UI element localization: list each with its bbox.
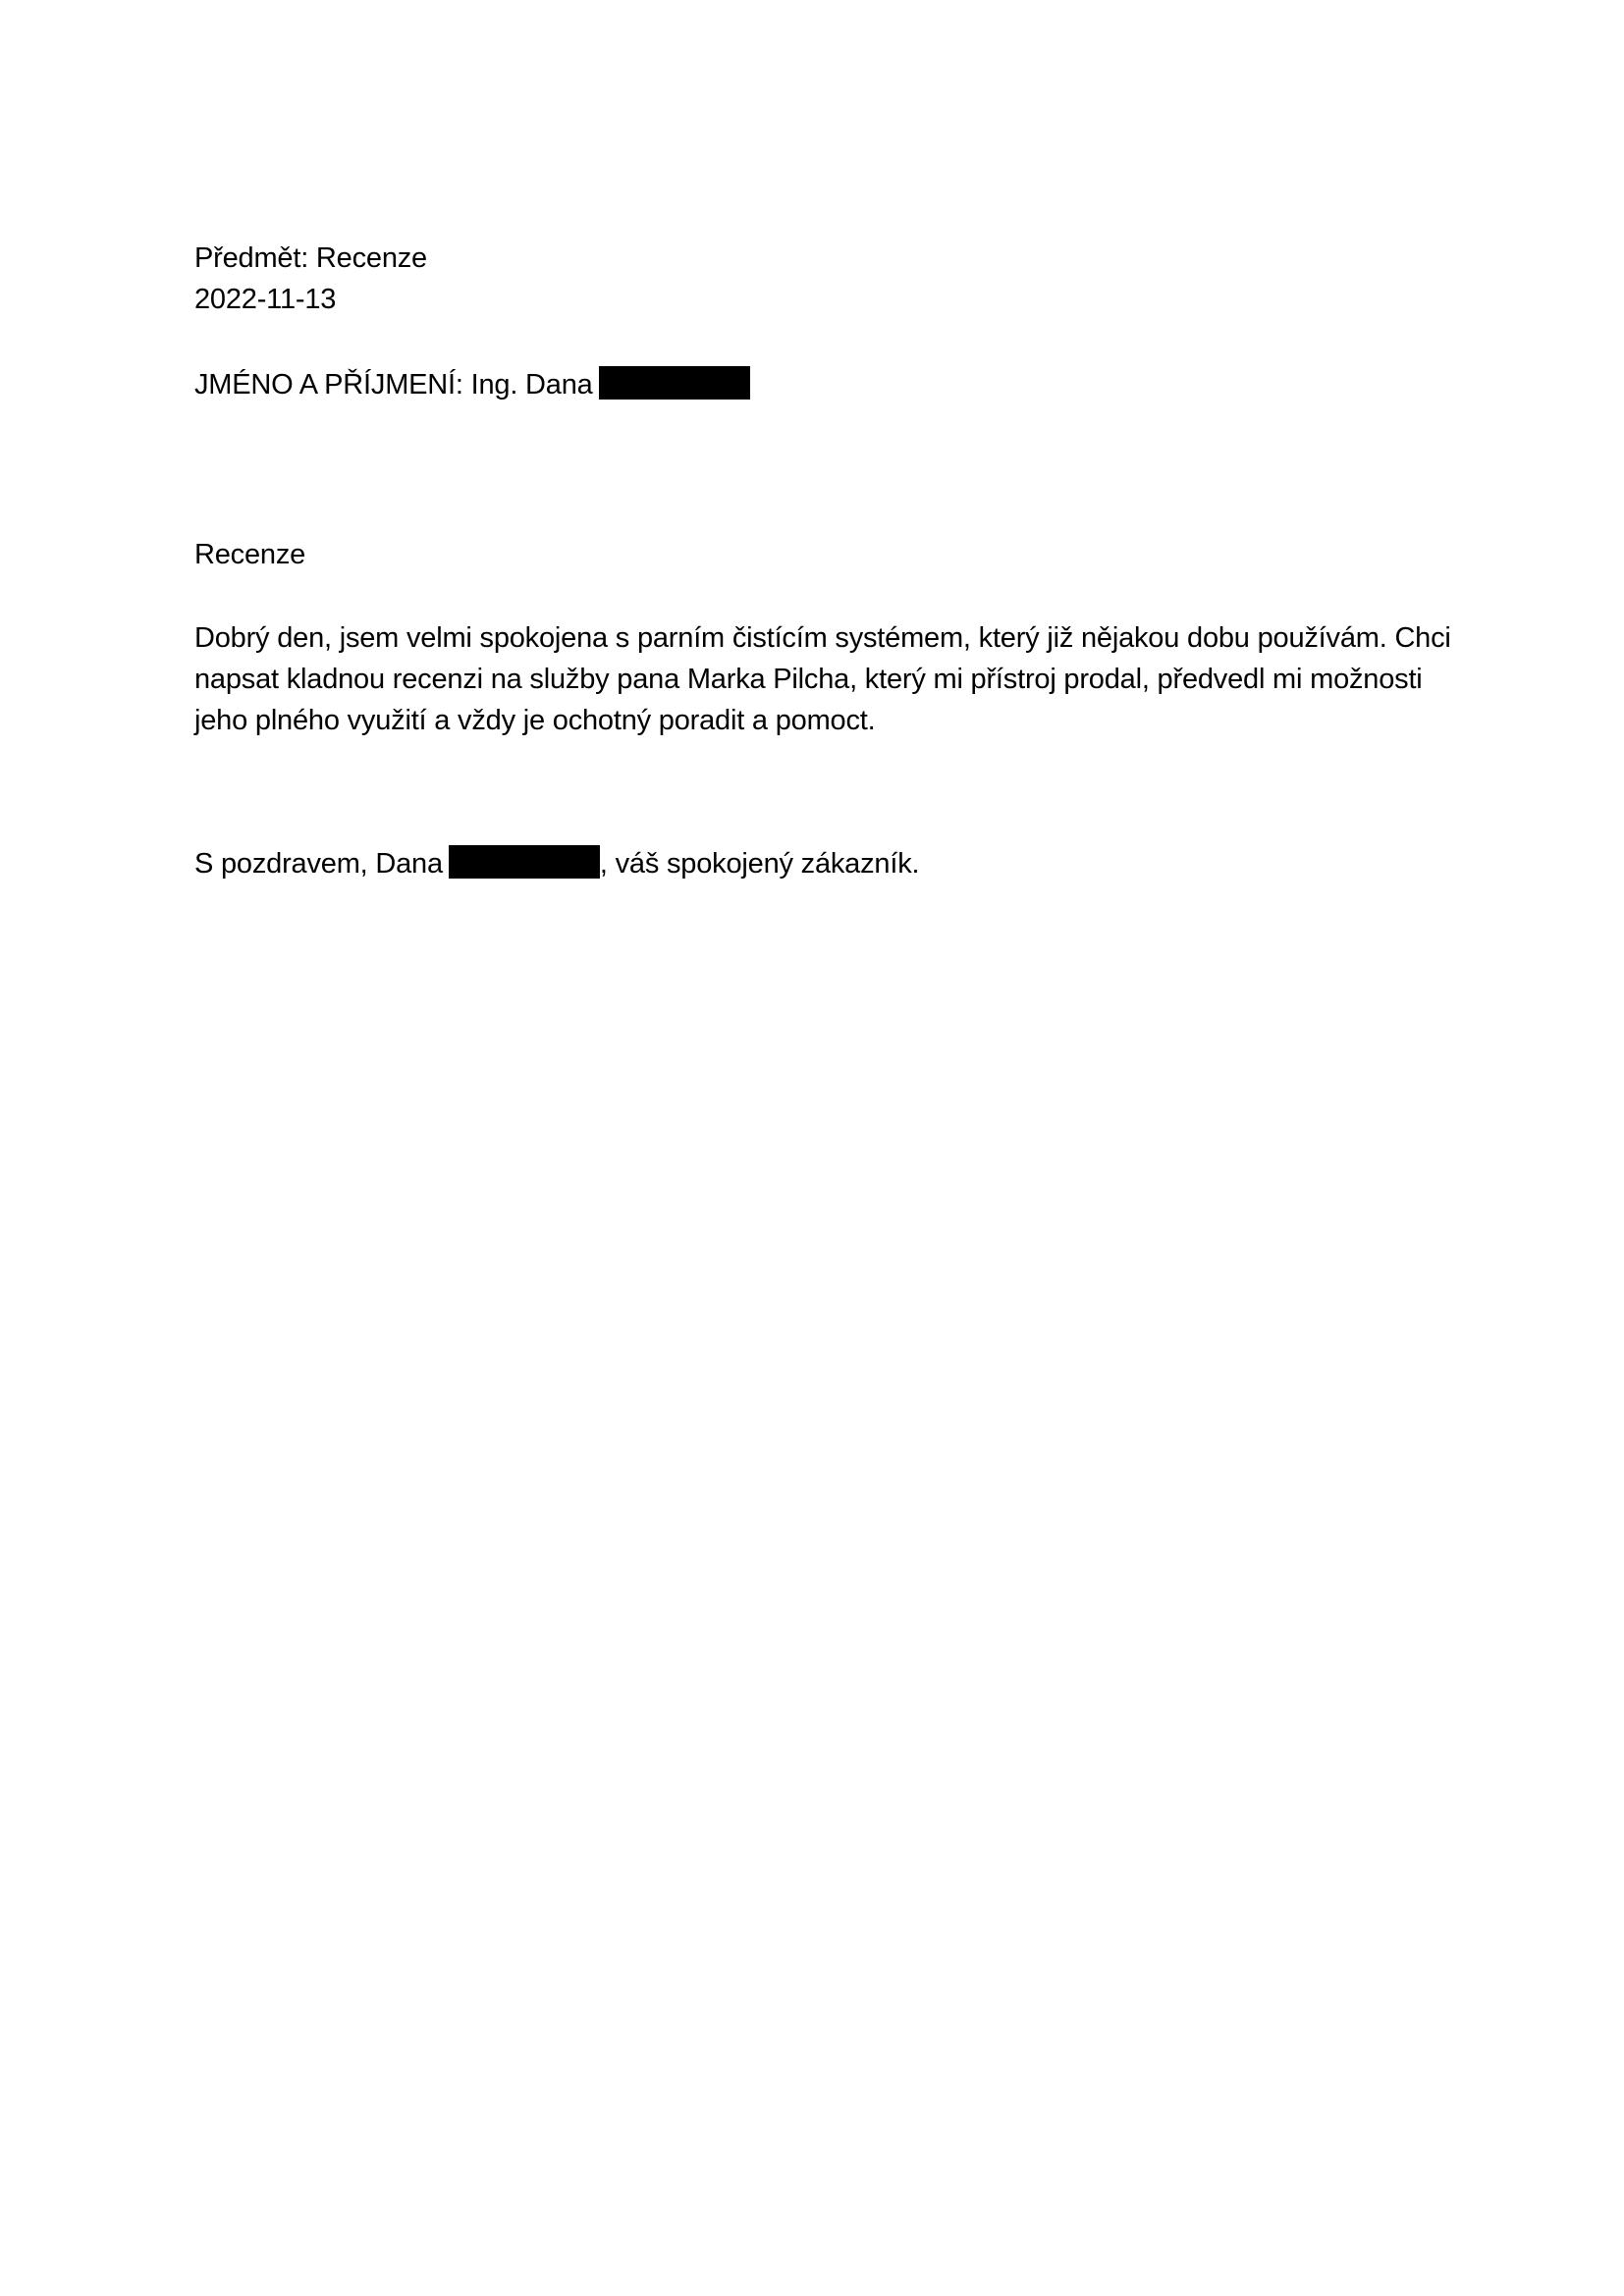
name-label: JMÉNO A PŘÍJMENÍ: Ing. Dana bbox=[194, 369, 593, 400]
body-line: jeho plného využití a vždy je ochotný poradit a pomoct. bbox=[194, 705, 876, 736]
review-body bbox=[194, 617, 1471, 741]
redacted-signature bbox=[449, 845, 600, 879]
subject-line: Předmět: Recenze bbox=[194, 242, 427, 274]
closing-suffix: , váš spokojený zákazník. bbox=[599, 848, 920, 880]
body-line: Dobrý den, jsem velmi spokojena s parním čistícím systémem, který již nějakou dobu používám. Chci bbox=[194, 622, 1451, 654]
redacted-surname bbox=[599, 366, 750, 400]
review-heading: Recenze bbox=[194, 539, 306, 570]
closing-prefix: S pozdravem, Dana bbox=[194, 848, 443, 880]
date-line: 2022-11-13 bbox=[194, 284, 337, 315]
name-line bbox=[194, 364, 750, 405]
body-line: napsat kladnou recenzi na služby pana Marka Pilcha, který mi přístroj prodal, předvedl mi možnosti bbox=[194, 664, 1423, 695]
closing-line bbox=[194, 843, 919, 884]
